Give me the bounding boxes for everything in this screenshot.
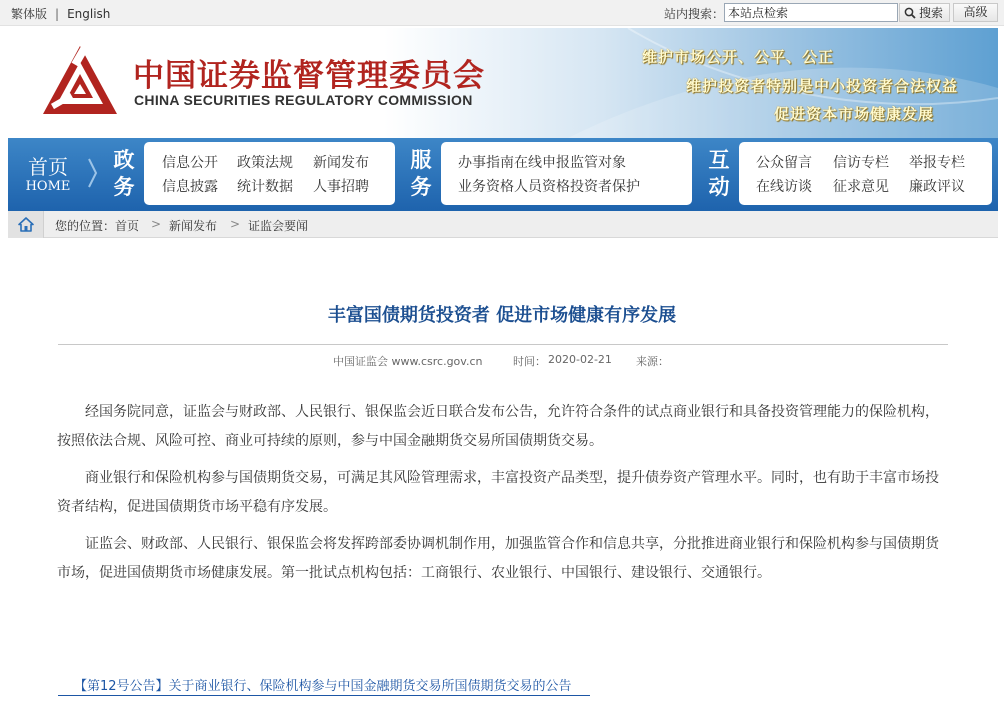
nav-group-title-service	[406, 146, 436, 200]
breadcrumb-item-csrc-news[interactable]: 证监会要闻	[248, 219, 309, 233]
search-icon	[904, 7, 916, 19]
advanced-search-button[interactable]: 高级	[953, 3, 998, 22]
nav-item-reports[interactable]: 举报专栏	[909, 155, 965, 171]
home-icon	[18, 217, 34, 232]
nav-item-recruitment[interactable]: 人事招聘	[313, 179, 369, 195]
nav-group-title-text: 服务	[410, 147, 432, 199]
nav-item-news-release[interactable]: 新闻发布	[313, 155, 369, 171]
nav-home[interactable]	[8, 138, 96, 211]
nav-item-business-qualification[interactable]: 业务资格	[458, 179, 514, 195]
nav-box-service	[441, 142, 692, 205]
chevron-right-icon	[88, 158, 98, 188]
article-source: 中国证监会 www.csrc.gov.cn	[333, 355, 483, 368]
nav-item-statistics[interactable]: 统计数据	[237, 179, 293, 195]
slogan-line: 维护市场公开、公平、公正	[642, 48, 835, 66]
nav-home-label-cn: 首页	[28, 155, 68, 179]
slogan-line: 促进资本市场健康发展	[774, 105, 935, 123]
nav-item-online-filing[interactable]: 在线申报	[514, 155, 570, 171]
breadcrumb-separator: >	[151, 217, 162, 231]
nav-item-regulated-entities[interactable]: 监管对象	[570, 155, 626, 171]
breadcrumb-item-home[interactable]: 首页	[115, 219, 140, 233]
nav-item-solicit-opinions[interactable]: 征求意见	[833, 179, 889, 195]
nav-home-label-en: HOME	[25, 179, 71, 194]
commission-name-en: CHINA SECURITIES REGULATORY COMMISSION	[134, 92, 473, 108]
slogan-line: 维护投资者特别是中小投资者合法权益	[686, 77, 959, 95]
search-label: 站内搜索：	[664, 7, 725, 21]
article-paragraph: 商业银行和保险机构参与国债期货交易，可满足其风险管理需求，丰富投资产品类型，提升债券资产管理水平。同时，也有助于丰富市场投资者结构，促进国债期货市场平稳有序发展。	[57, 470, 939, 515]
search-button-label: 搜索	[919, 6, 944, 20]
nav-item-online-interviews[interactable]: 在线访谈	[756, 179, 812, 195]
nav-box-interaction	[739, 142, 992, 205]
article-paragraph: 证监会、财政部、人民银行、银保监会将发挥跨部委协调机制作用，加强监管合作和信息共享，分批推进商业银行和保险机构参与国债期货市场，促进国债期货市场健康发展。第一批试点机构包括：工商银行、农业银行、中国银行、建设银行、交通银行。	[57, 536, 939, 581]
title-divider	[58, 344, 948, 345]
site-banner	[8, 28, 998, 138]
site-search-input[interactable]	[724, 3, 898, 22]
breadcrumb-item-news[interactable]: 新闻发布	[169, 219, 218, 233]
language-switch	[11, 5, 110, 22]
breadcrumb-home-button[interactable]	[8, 211, 44, 238]
traditional-chinese-link[interactable]: 繁体版	[11, 7, 48, 21]
attachment-notice-link[interactable]: 【第12号公告】关于商业银行、保险机构参与中国金融期货交易所国债期货交易的公告	[58, 679, 590, 696]
nav-box-government	[144, 142, 395, 205]
main-navigation	[8, 138, 998, 211]
nav-item-policies[interactable]: 政策法规	[237, 155, 293, 171]
article-title: 丰富国债期货投资者 促进市场健康有序发展	[327, 305, 677, 326]
nav-item-investor-protection[interactable]: 投资者保护	[570, 179, 640, 195]
nav-item-petitions[interactable]: 信访专栏	[833, 155, 889, 171]
nav-item-guide[interactable]: 办事指南	[458, 155, 514, 171]
article-time-value: 2020-02-21	[548, 353, 612, 366]
article-origin-label: 来源：	[636, 355, 669, 368]
breadcrumb-label: 您的位置：	[55, 219, 116, 233]
nav-group-title-text: 政务	[113, 147, 135, 199]
english-link[interactable]: English	[67, 7, 111, 21]
search-button[interactable]	[899, 3, 950, 22]
top-utility-bar	[0, 0, 1004, 26]
nav-item-info-disclosure-public[interactable]: 信息公开	[162, 155, 218, 171]
breadcrumb-separator: >	[230, 217, 241, 231]
nav-group-title-interaction	[704, 146, 734, 200]
nav-group-title-government	[109, 146, 139, 200]
csrc-logo[interactable]	[41, 44, 119, 119]
language-separator: |	[55, 7, 60, 21]
nav-item-info-disclosure[interactable]: 信息披露	[162, 179, 218, 195]
nav-group-title-text: 互动	[708, 147, 730, 199]
nav-item-integrity-review[interactable]: 廉政评议	[909, 179, 965, 195]
breadcrumb	[8, 211, 998, 238]
article-time-label: 时间：	[513, 355, 546, 368]
commission-name-cn: 中国证券监督管理委员会	[133, 58, 485, 94]
article-paragraph: 经国务院同意，证监会与财政部、人民银行、银保监会近日联合发布公告，允许符合条件的试点商业银行和具备投资管理能力的保险机构，按照依法合规、风险可控、商业可持续的原则，参与中国金融期货交易所国债期货交易。	[57, 404, 939, 449]
nav-item-personnel-qualification[interactable]: 人员资格	[514, 179, 570, 195]
nav-item-public-messages[interactable]: 公众留言	[756, 155, 812, 171]
